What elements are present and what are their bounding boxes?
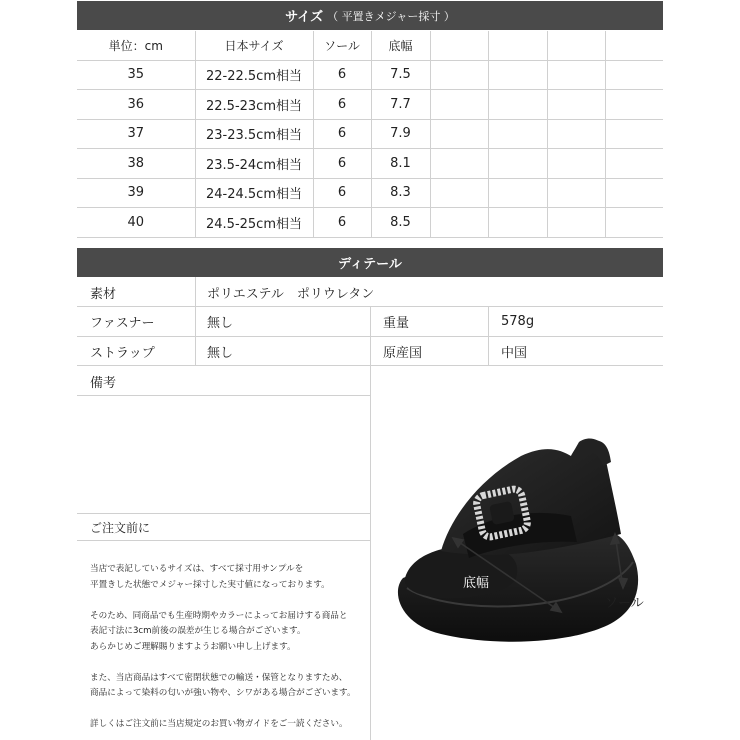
size-table-header-cell: ソール: [313, 31, 371, 60]
size-table-cell: 23.5-24cm相当: [195, 149, 313, 179]
size-table-cell: 24-24.5cm相当: [195, 178, 313, 208]
weight-value: 578g: [501, 314, 535, 329]
size-table-row: [77, 149, 663, 179]
size-table-cell: 6: [313, 208, 371, 238]
size-section-subtitle: （ 平置きメジャー採寸 ）: [327, 9, 455, 23]
size-table-header-cell: 単位：cm: [77, 31, 195, 60]
notice-line: そのため、同商品でも生産時期やカラーによってお届けする商品と: [90, 610, 348, 621]
detail-section-header: [77, 248, 663, 277]
size-table-cell: [430, 208, 488, 238]
size-table-cell: 8.1: [371, 149, 430, 179]
size-table-cell: [430, 60, 488, 90]
notice-line: [90, 702, 370, 718]
size-table-cell: [547, 90, 605, 120]
fastener-label: ファスナー: [90, 316, 155, 331]
size-table-cell: 6: [313, 178, 371, 208]
size-table-row: [77, 208, 663, 238]
width-label: 底幅: [463, 576, 490, 591]
size-table-cell: [488, 178, 547, 208]
strap-value: 無し: [207, 345, 234, 361]
size-table-cell: [605, 60, 663, 90]
shoe-image: [371, 366, 663, 740]
size-table-cell: [488, 90, 547, 120]
size-table-cell: 6: [313, 149, 371, 179]
size-table-row: [77, 119, 663, 149]
material-label: 素材: [90, 286, 117, 302]
notice-line: 商品によって染料の匂いが強い物や、シワがある場合がございます。: [90, 688, 356, 698]
notice-line: 平置きした状態でメジャー採寸した実寸値になっております。: [90, 579, 330, 590]
size-table-cell: 6: [313, 119, 371, 149]
size-table-cell: 40: [77, 208, 195, 238]
notice-text: [90, 562, 370, 733]
size-table-cell: [547, 119, 605, 149]
size-table-header-cell: [547, 31, 605, 60]
size-table-cell: [488, 119, 547, 149]
size-table-cell: [605, 90, 663, 120]
size-table-cell: [605, 208, 663, 238]
size-table-cell: 7.9: [371, 119, 430, 149]
notice-title: ご注文前に: [90, 520, 151, 535]
size-table-header-cell: [605, 31, 663, 60]
size-section-title: サイズ: [285, 10, 324, 25]
size-table-cell: 22-22.5cm相当: [195, 60, 313, 90]
size-table-cell: 7.7: [371, 90, 430, 120]
size-table-cell: [430, 119, 488, 149]
notice-line: 表記寸法に3cm前後の誤差が生じる場合がございます。: [90, 626, 306, 636]
size-table-cell: [488, 149, 547, 179]
size-table-header-cell: [488, 31, 547, 60]
size-table-cell: [430, 149, 488, 179]
size-table-cell: 24.5-25cm相当: [195, 208, 313, 238]
origin-value: 中国: [501, 345, 528, 361]
size-table-cell: 6: [313, 90, 371, 120]
size-table-cell: [547, 178, 605, 208]
notice-line: [90, 655, 370, 671]
size-table-cell: [430, 90, 488, 120]
size-table-row: [77, 178, 663, 208]
notice-line: [90, 593, 370, 609]
notice-line: また、当店商品はすべて密閉状態での輸送・保管となりますため、: [90, 672, 348, 683]
material-value: ポリエステル ポリウレタン: [207, 286, 375, 302]
notice-line: 詳しくはご注文前に当店規定のお買い物ガイドをご一読ください。: [90, 719, 348, 729]
size-table-cell: 23-23.5cm相当: [195, 119, 313, 149]
sole-label: ソール: [605, 596, 644, 611]
size-table-cell: [488, 60, 547, 90]
size-table-row: [77, 90, 663, 120]
size-table-cell: 7.5: [371, 60, 430, 90]
size-table-cell: [430, 178, 488, 208]
size-table-header-cell: 底幅: [371, 31, 430, 60]
size-table-cell: 36: [77, 90, 195, 120]
size-table-cell: 38: [77, 149, 195, 179]
size-table-cell: [547, 149, 605, 179]
size-table-cell: [547, 60, 605, 90]
size-table-cell: [605, 178, 663, 208]
size-table-cell: 8.3: [371, 178, 430, 208]
size-table-cell: 35: [77, 60, 195, 90]
size-table-cell: 39: [77, 178, 195, 208]
notice-line: あらかじめご理解賜りますようお願い申し上げます。: [90, 641, 296, 652]
size-table-header-cell: [430, 31, 488, 60]
size-table-cell: [605, 149, 663, 179]
size-table-cell: 6: [313, 60, 371, 90]
size-table-header-cell: 日本サイズ: [195, 31, 313, 60]
size-section-header: [77, 1, 663, 30]
size-table-cell: 8.5: [371, 208, 430, 238]
size-table: [77, 31, 663, 238]
size-table-header-row: [77, 31, 663, 60]
size-table-cell: 22.5-23cm相当: [195, 90, 313, 120]
size-table-cell: [547, 208, 605, 238]
size-table-cell: 37: [77, 119, 195, 149]
detail-section-title: ディテール: [338, 257, 402, 272]
fastener-value: 無し: [207, 316, 234, 331]
strap-label: ストラップ: [90, 345, 155, 361]
weight-label: 重量: [383, 316, 410, 331]
origin-label: 原産国: [383, 345, 423, 361]
size-table-cell: [605, 119, 663, 149]
notice-line: 当店で表記しているサイズは、すべて採寸用サンプルを: [90, 564, 304, 574]
remarks-label: 備考: [90, 375, 117, 391]
size-table-cell: [488, 208, 547, 238]
size-table-row: [77, 60, 663, 90]
